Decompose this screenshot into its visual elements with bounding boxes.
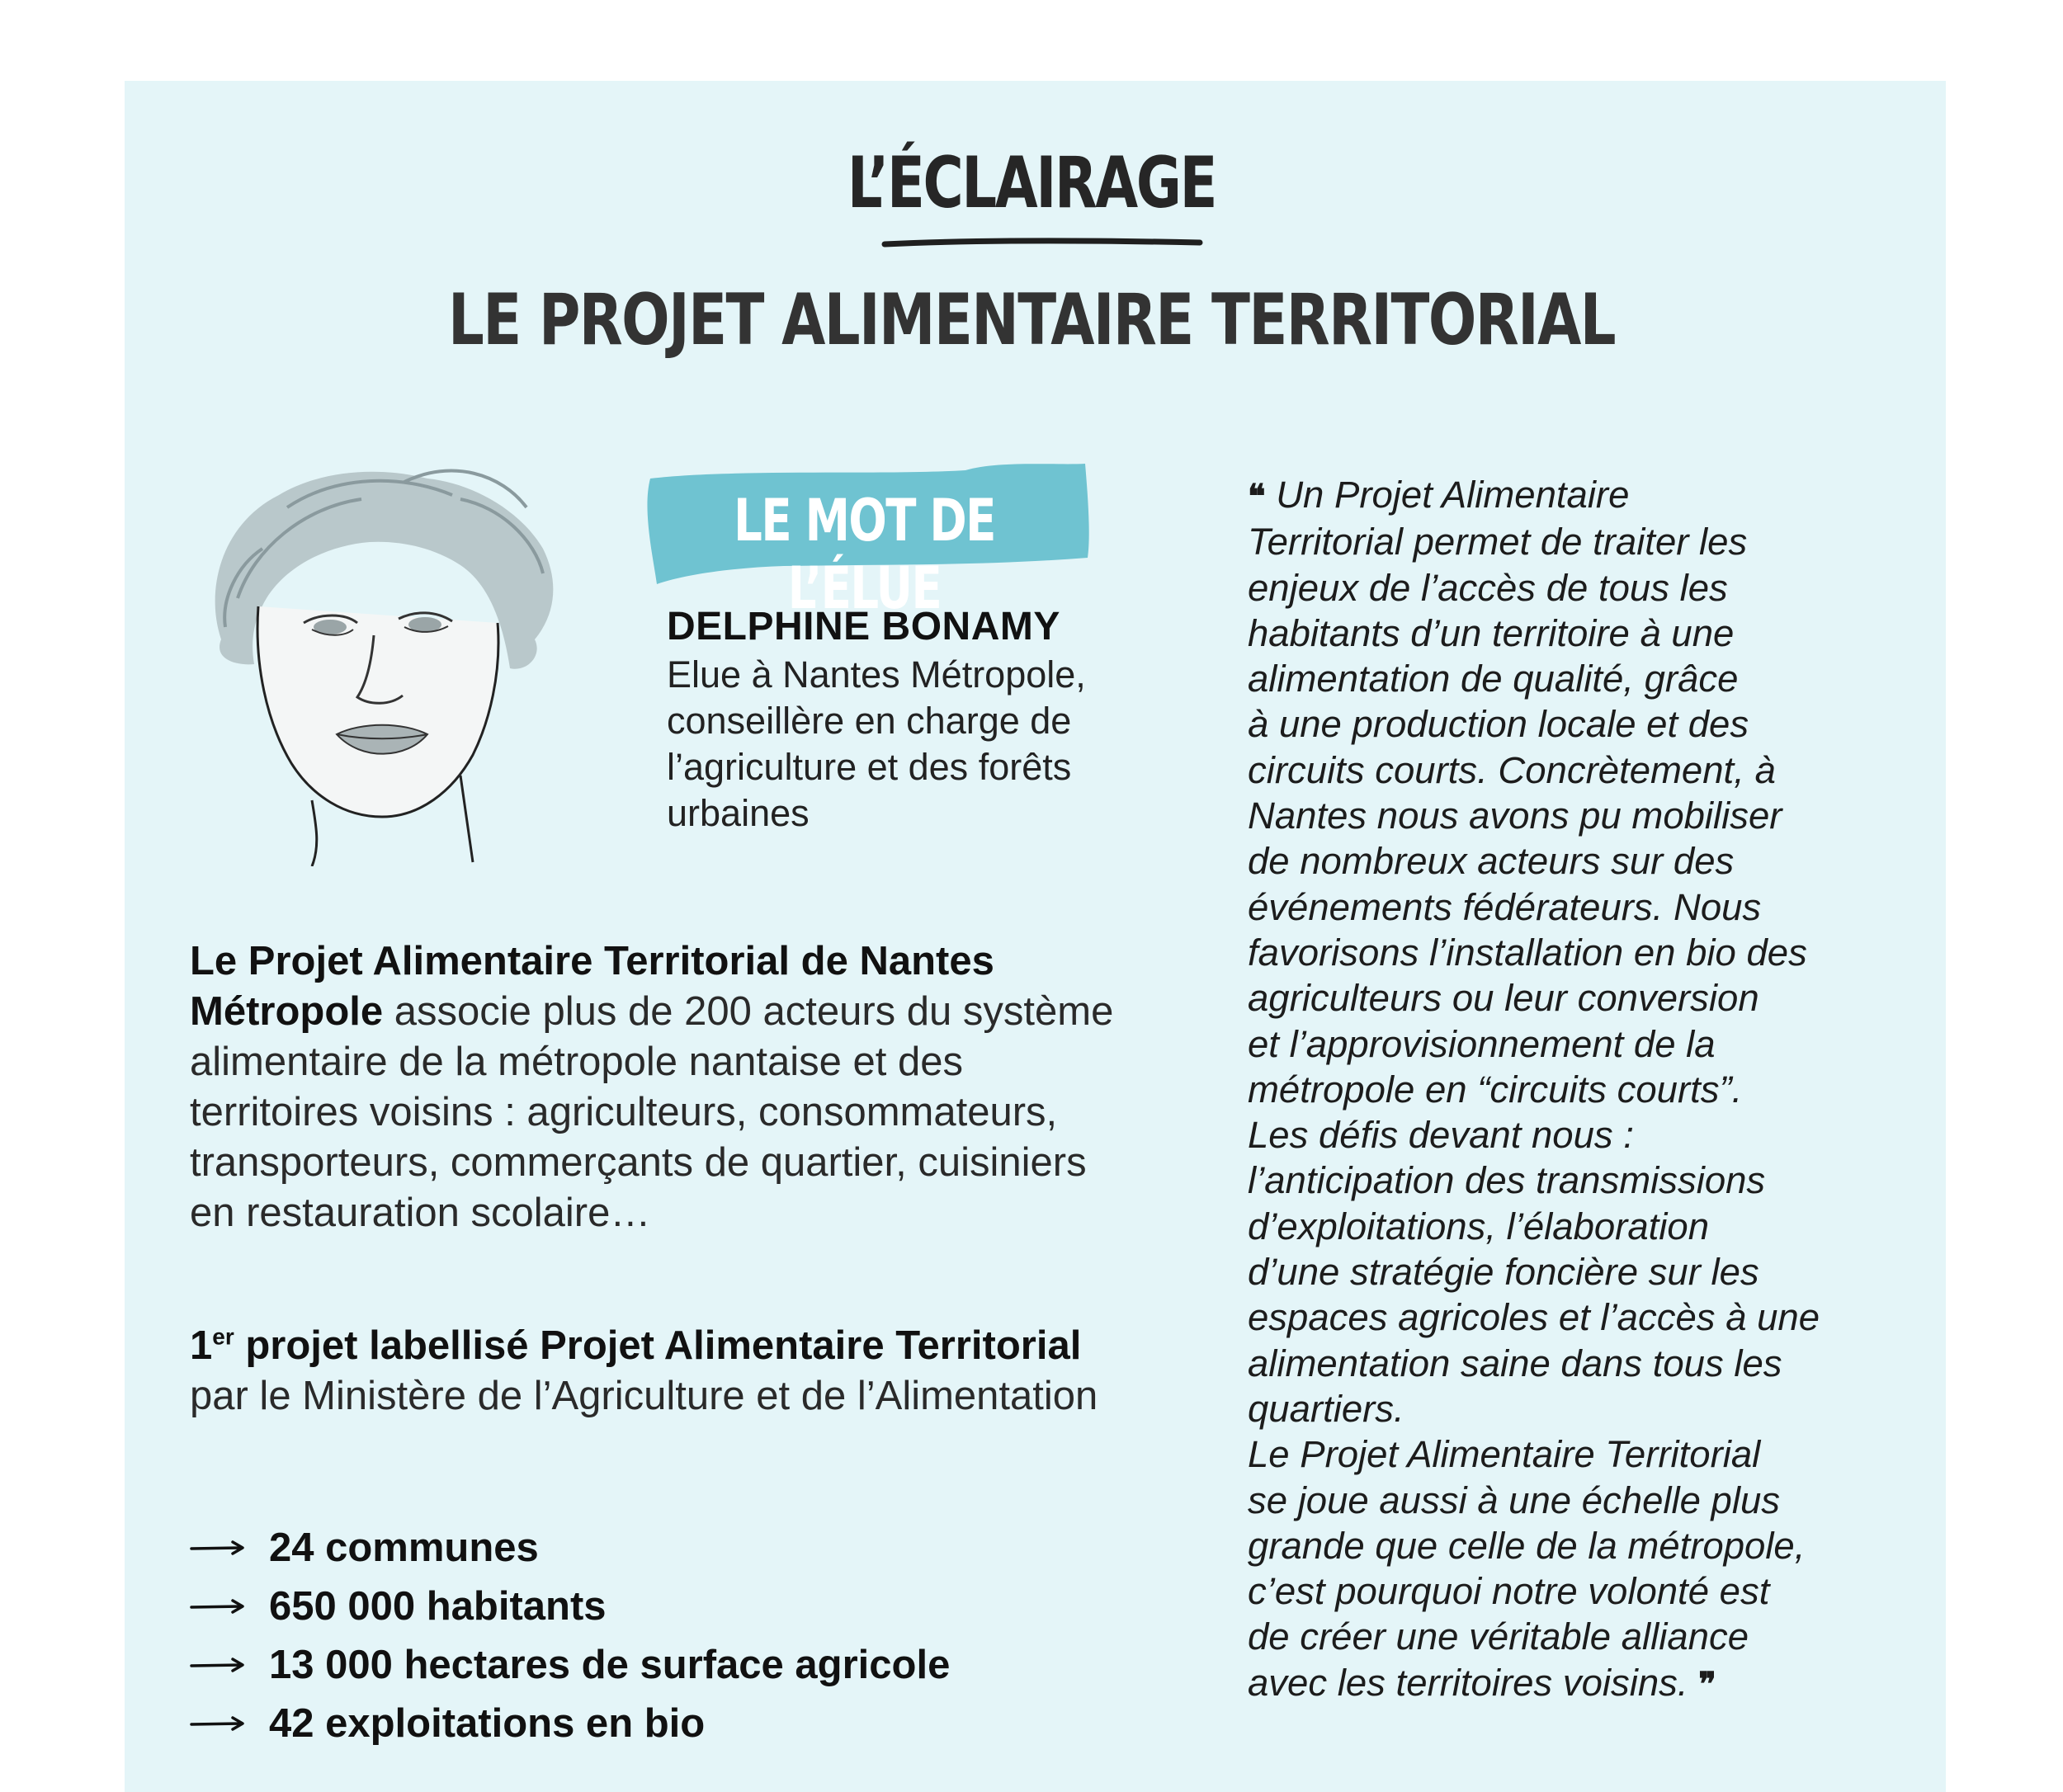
label-text: par le Ministère de l’Agriculture et de l’Alimentation bbox=[190, 1374, 1098, 1419]
stat-item bbox=[190, 1518, 950, 1577]
label-number: 1 bbox=[190, 1323, 213, 1369]
label-superscript: er bbox=[212, 1324, 234, 1350]
label-bold: projet labellisé Projet Alimentaire Territorial bbox=[234, 1323, 1082, 1369]
quote-line: Territorial permet de traiter les bbox=[1248, 521, 1748, 564]
quote-line: habitants d’un territoire à une bbox=[1248, 611, 1735, 654]
elue-role: Elue à Nantes Métropole, conseillère en charge de l’agriculture et des forêts urbaines bbox=[667, 653, 1086, 834]
open-quote-icon: ❝ bbox=[1248, 477, 1266, 516]
label-paragraph bbox=[190, 1312, 1131, 1422]
arrow-right-icon bbox=[190, 1535, 269, 1560]
quote-line: espaces agricoles et l’accès à une bbox=[1248, 1296, 1820, 1339]
quote-line: de créer une véritable alliance bbox=[1248, 1615, 1749, 1658]
quote-line: et l’approvisionnement de la bbox=[1248, 1022, 1716, 1065]
quote-line: circuits courts. Concrètement, à bbox=[1248, 748, 1776, 791]
quote-line: Le Projet Alimentaire Territorial bbox=[1248, 1433, 1761, 1476]
quote-line: enjeux de l’accès de tous les bbox=[1248, 566, 1728, 609]
quote-line: Nantes nous avons pu mobiliser bbox=[1248, 795, 1782, 837]
stat-item bbox=[190, 1635, 950, 1694]
intro-bold: Le Projet Alimentaire Territorial de Nantes Métropole bbox=[190, 939, 994, 1034]
elue-name: DELPHINE BONAMY bbox=[667, 605, 1060, 648]
arrow-right-icon bbox=[190, 1594, 269, 1619]
quote-line: avec les territoires voisins. ❞ bbox=[1248, 1661, 1716, 1704]
intro-paragraph bbox=[190, 936, 1131, 1238]
quote-line: quartiers. bbox=[1248, 1387, 1404, 1430]
close-quote-icon: ❞ bbox=[1698, 1664, 1716, 1704]
quote-line: ❝ Un Projet Alimentaire bbox=[1248, 474, 1630, 516]
portrait-illustration bbox=[188, 450, 576, 866]
arrow-right-icon bbox=[190, 1711, 269, 1736]
stat-text: 13 000 hectares de surface agricole bbox=[269, 1642, 951, 1687]
stat-item bbox=[190, 1694, 950, 1752]
quote-line: c’est pourquoi notre volonté est bbox=[1248, 1570, 1770, 1613]
kicker-underline bbox=[881, 233, 1203, 252]
quote-line: de nombreux acteurs sur des bbox=[1248, 840, 1735, 883]
quote-line: agriculteurs ou leur conversion bbox=[1248, 977, 1759, 1020]
quote-line: alimentation saine dans tous les bbox=[1248, 1342, 1782, 1384]
stat-text: 42 exploitations en bio bbox=[269, 1700, 706, 1746]
quote-line: métropole en “circuits courts”. bbox=[1248, 1068, 1743, 1111]
quote-line: événements fédérateurs. Nous bbox=[1248, 885, 1762, 928]
quote-line: à une production locale et des bbox=[1248, 703, 1749, 746]
quote-line: se joue aussi à une échelle plus bbox=[1248, 1478, 1781, 1521]
quote-line: favorisons l’installation en bio des bbox=[1248, 931, 1807, 974]
section-badge-label: LE MOT DE L’ÉLUE bbox=[734, 487, 995, 622]
elue-quote bbox=[1248, 472, 1908, 1707]
section-kicker: L’ÉCLAIRAGE bbox=[847, 142, 1216, 224]
page-title: LE PROJET ALIMENTAIRE TERRITORIAL bbox=[447, 279, 1615, 361]
quote-line: alimentation de qualité, grâce bbox=[1248, 658, 1739, 700]
stat-text: 650 000 habitants bbox=[269, 1583, 607, 1629]
stat-text: 24 communes bbox=[269, 1525, 539, 1570]
quote-line: grande que celle de la métropole, bbox=[1248, 1524, 1806, 1567]
stats-list bbox=[190, 1518, 950, 1752]
quote-line: d’exploitations, l’élaboration bbox=[1248, 1205, 1709, 1247]
arrow-right-icon bbox=[190, 1653, 269, 1677]
intro-text: associe plus de 200 acteurs du système alimentaire de la métropole nantaise et des territoires voisins : agriculteurs, consommateurs, transporteurs, commerçants de quartier, cuisiniers en restauration scolaire… bbox=[190, 989, 1114, 1235]
quote-line: d’une stratégie foncière sur les bbox=[1248, 1251, 1759, 1294]
stat-item bbox=[190, 1577, 950, 1635]
quote-line: l’anticipation des transmissions bbox=[1248, 1159, 1766, 1202]
quote-line: Les défis devant nous : bbox=[1248, 1114, 1634, 1157]
